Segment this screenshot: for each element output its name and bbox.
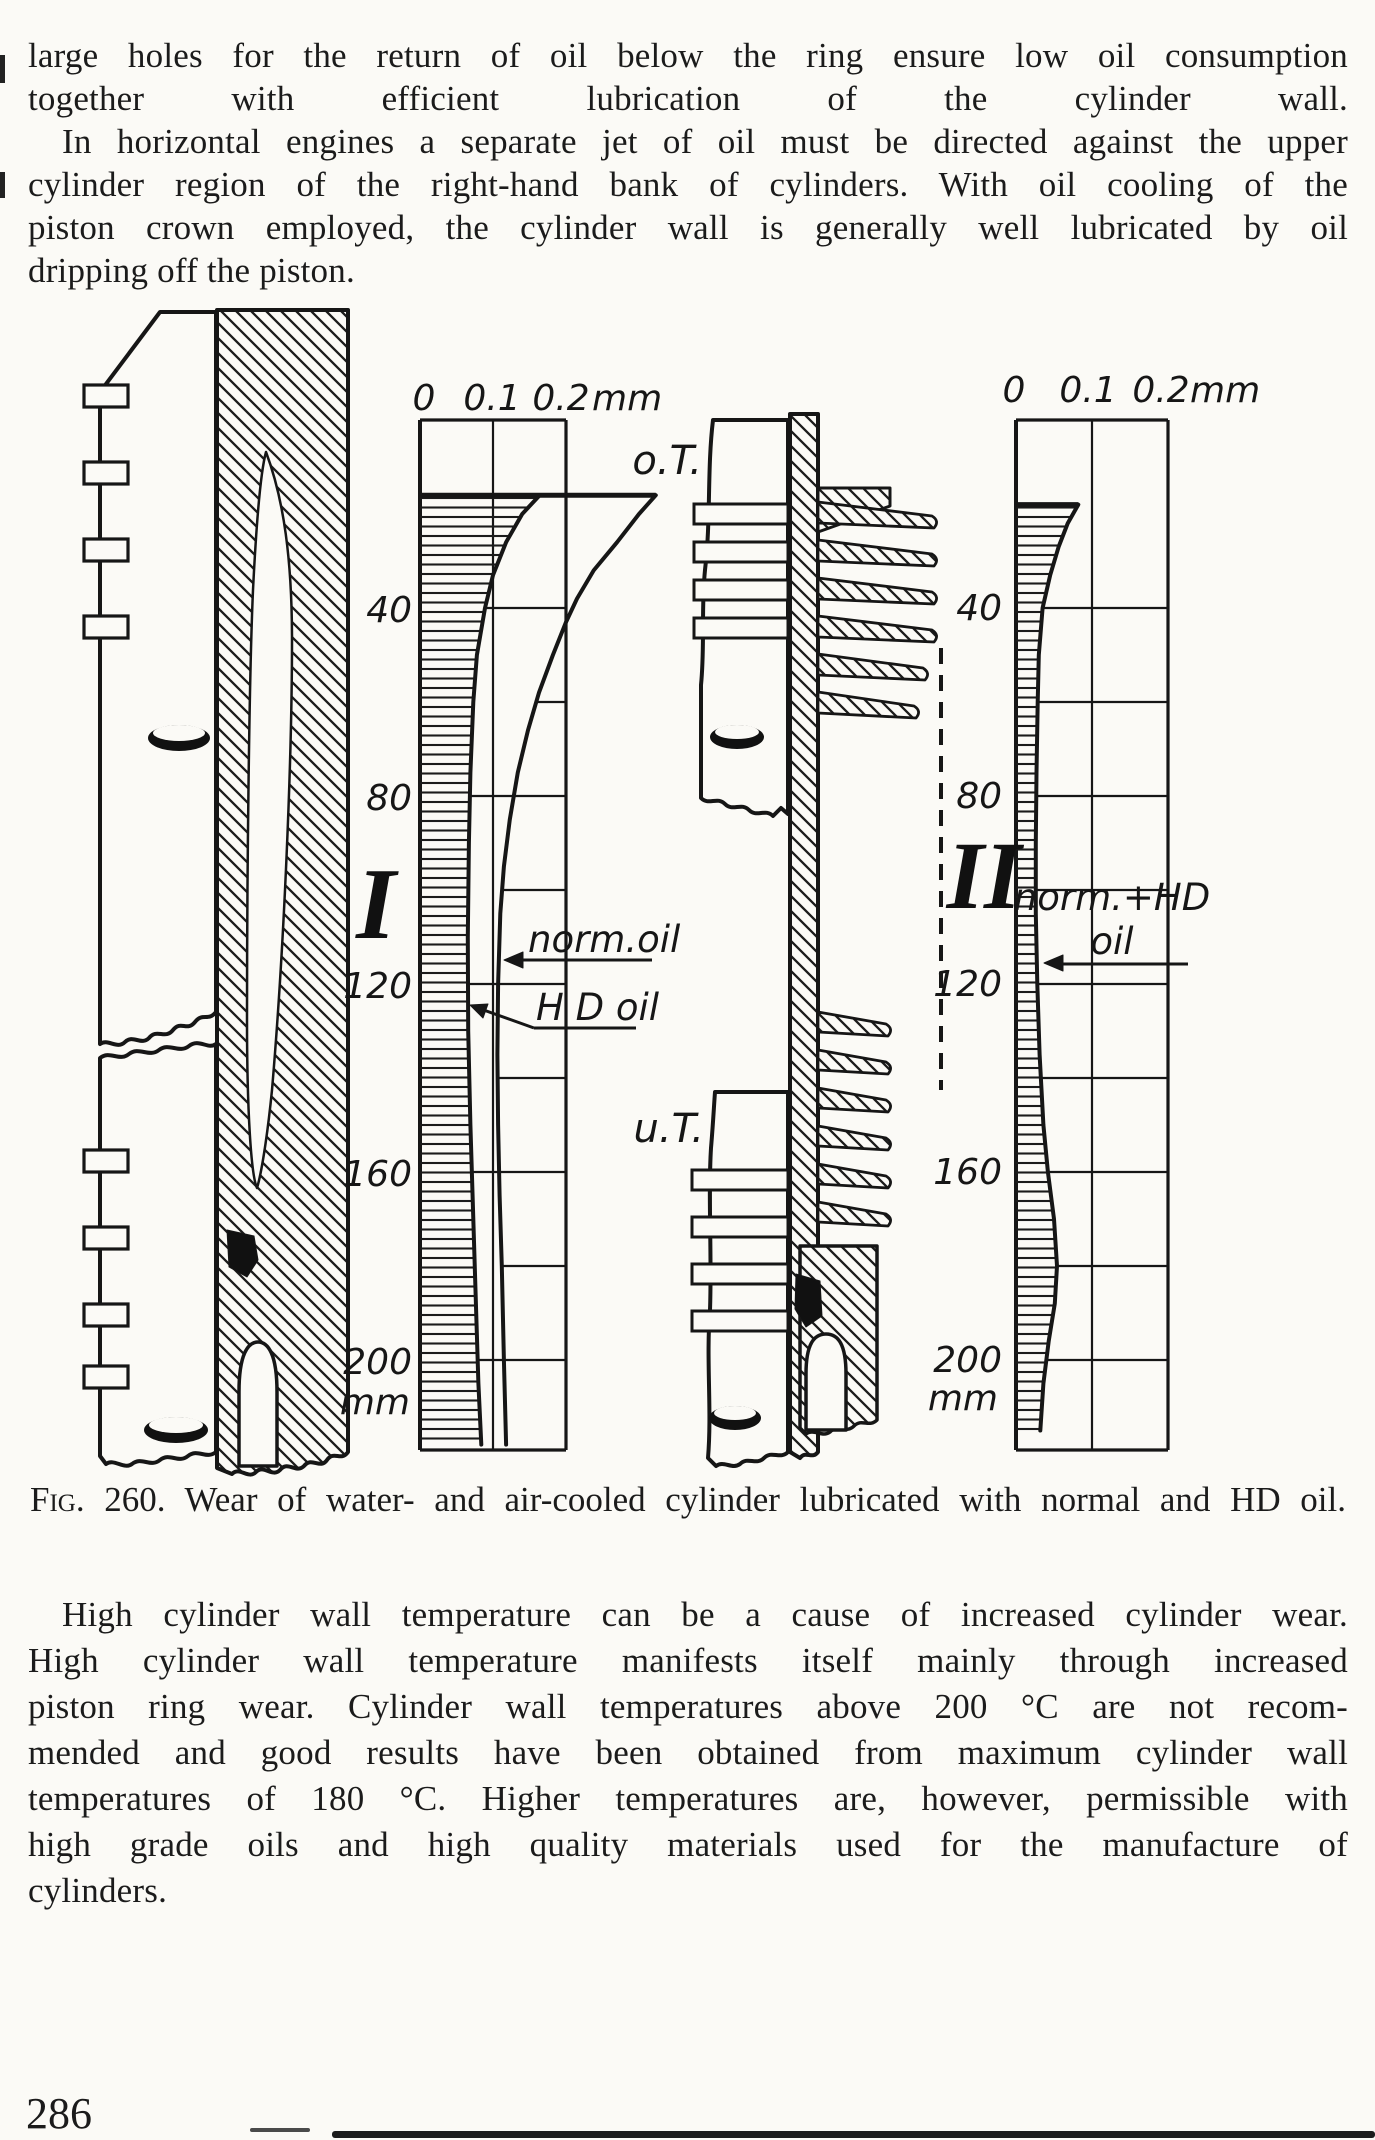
paragraph-line: High cylinder wall temperature can be a cause of increased cylinder wear. [62,1595,1348,1634]
page-number: 286 [26,2089,92,2138]
figure-caption [30,1478,1346,1522]
paragraph-line: high grade oils and high quality materials used for the manufacture of [28,1825,1348,1864]
paragraph-line: cylinders. [28,1871,168,1910]
left-depth-unit: mm [339,1382,410,1423]
right-depth-80: 80 [956,776,1002,817]
caption-text: Wear of water- and air-cooled cylinder lubricated with normal and HD oil. [184,1480,1346,1519]
hd-oil-label: H D oil [536,986,660,1029]
norm-oil-label: norm.oil [528,918,681,961]
left-depth-120: 120 [343,966,412,1007]
right-depth-120: 120 [933,964,1002,1005]
bottom-paragraph [28,1592,1348,1914]
top-paragraphs [28,34,1348,292]
paragraph-line: cylinder region of the right-hand bank of cylinders. With oil cooling of the [28,165,1348,204]
right-chart-scale-0.1: 0.1 [1059,370,1117,411]
left-chart-scale-0: 0 [412,378,436,419]
figure-260 [0,290,1375,1485]
right-chart-scale-0: 0 [1002,370,1026,411]
left-depth-200: 200 [343,1342,412,1383]
left-depth-160: 160 [343,1154,412,1195]
left-chart-scale-0.1: 0.1 [463,378,521,419]
scan-edge-artifact [0,172,5,198]
paragraph-line: piston crown employed, the cylinder wall is generally well lubricated by oil [28,208,1348,247]
paragraph-line: In horizontal engines a separate jet of oil must be directed against the upper [62,122,1348,161]
paragraph-line: together with efficient lubrication of the cylinder wall. [28,79,1348,118]
scan-bottom-artifact [250,2128,310,2132]
scan-bottom-artifact [332,2131,1375,2138]
right-depth-40: 40 [956,588,1002,629]
paragraph-line: piston ring wear. Cylinder wall temperatures above 200 °C are not recom- [28,1687,1348,1726]
left-depth-80: 80 [366,778,412,819]
paragraph-line: High cylinder wall temperature manifests itself mainly through increased [28,1641,1348,1680]
left-depth-40: 40 [366,590,412,631]
numeral-air-cooled: II [946,822,1022,929]
scan-edge-artifact [0,55,5,83]
paragraph-line: dripping off the piston. [28,251,355,290]
norm-plus-hd-label-line2: oil [1090,920,1134,963]
right-depth-160: 160 [933,1152,1002,1193]
left-chart-scale-unit: mm [592,378,663,419]
right-depth-unit: mm [927,1378,998,1419]
caption-figure-number: Fig. 260. [30,1480,166,1519]
norm-plus-hd-label-line1: norm.+HD [1013,876,1211,919]
paragraph-line: large holes for the return of oil below the ring ensure low oil consumption [28,36,1348,75]
paragraph-line: mended and good results have been obtained from maximum cylinder wall [28,1733,1348,1772]
left-chart-scale-0.2: 0.2 [532,378,590,419]
right-chart-scale-0.2: 0.2 [1132,370,1190,411]
numeral-water-cooled: I [356,848,396,961]
top-dead-center-label: o.T. [632,438,702,484]
bottom-dead-center-label: u.T. [633,1106,704,1152]
paragraph-line: temperatures of 180 °C. Higher temperatures are, however, permissible with [28,1779,1348,1818]
right-depth-200: 200 [933,1340,1002,1381]
right-chart-scale-unit: mm [1190,370,1261,411]
